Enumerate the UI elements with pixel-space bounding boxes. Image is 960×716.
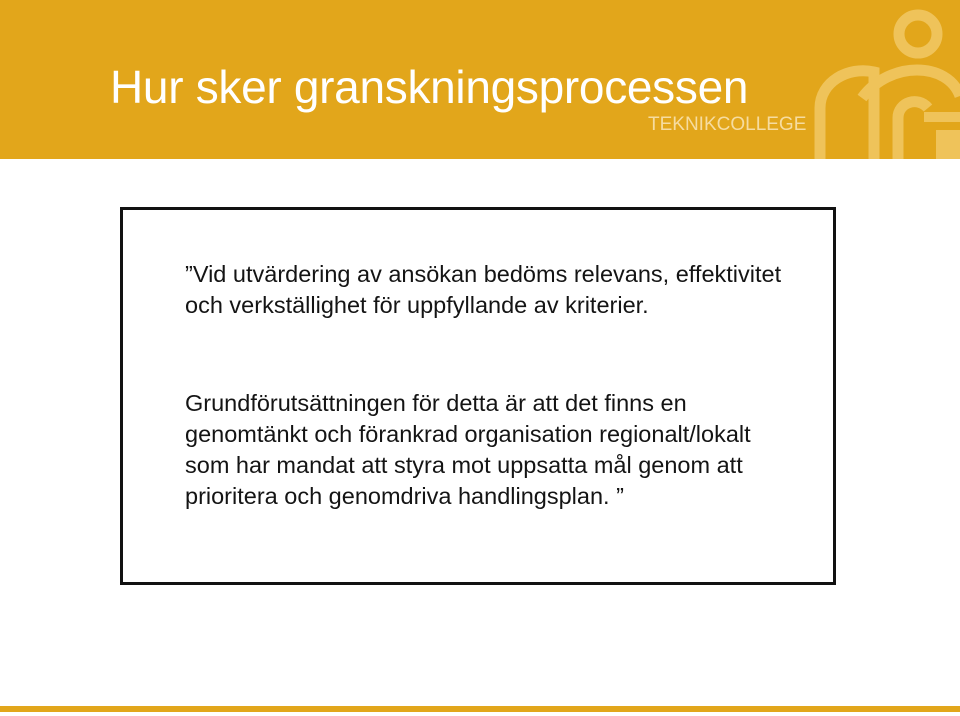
footer-line	[0, 706, 960, 712]
brand-name: TEKNIKCOLLEGE	[648, 114, 807, 135]
quote-paragraph-evaluation: ”Vid utvärdering av ansökan bedöms relevans, effektivitet och verkställighet för uppfyllande av kriterier.	[185, 261, 782, 318]
teknikcollege-logo-icon	[810, 0, 960, 162]
quote-box	[120, 207, 836, 585]
header-divider	[0, 159, 960, 162]
quote-paragraph-prerequisite: Grundförutsättningen för detta är att det finns en genomtänkt och förankrad organisation regionalt/lokalt som har mandat att styra mot uppsatta mål genom att prioritera och genomdriva handlingsplan. ”	[185, 390, 751, 509]
header-band	[0, 0, 960, 162]
slide-title: Hur sker granskningsprocessen	[110, 61, 749, 113]
